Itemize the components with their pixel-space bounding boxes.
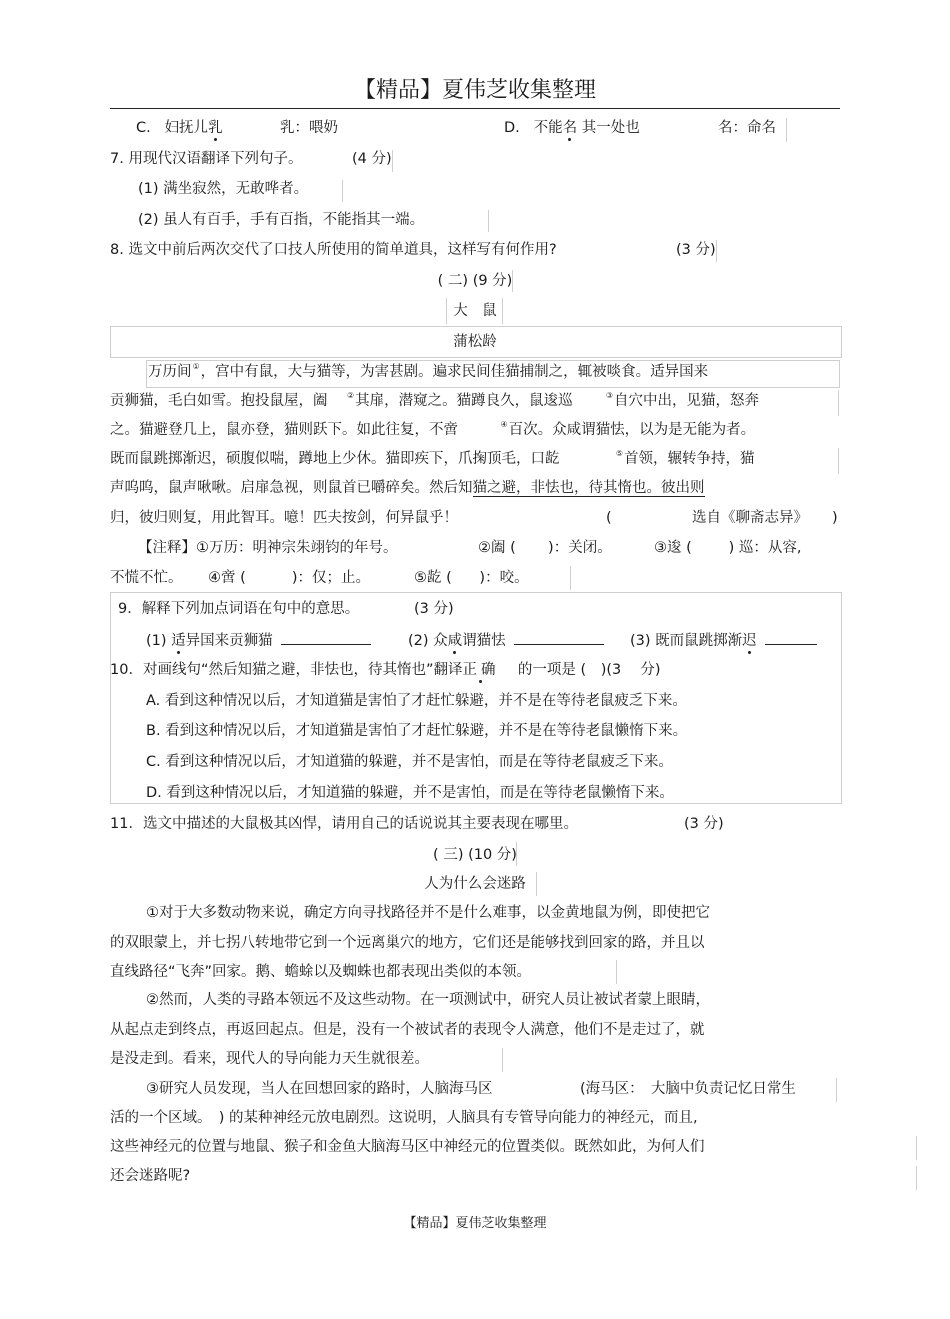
q6-option-d: D. 不能名 其一处也 <box>504 120 640 136</box>
part2-title: 大 鼠 <box>453 303 497 319</box>
dotted-char: 乳 <box>208 120 223 136</box>
header-rule <box>110 108 840 109</box>
q7-sentence-2: (2) 虽人有百手，手有百指，不能指其一端。 <box>138 212 425 228</box>
passage-line-3: 之。猫避登几上，鼠亦登，猫则跃下。如此往复，不啻 ④百次。众咸谓猫怯，以为是无能为者。 <box>110 420 756 438</box>
q6-option-d-gloss: 名：命名 <box>718 120 776 136</box>
q6-option-c: C. 妇抚儿乳 <box>136 120 223 136</box>
field-divider <box>786 118 787 142</box>
q11-stem: 11．选文中描述的大鼠极其凶悍，请用自己的话说说其主要表现在哪里。 <box>110 816 578 832</box>
part3-p3-line-2: 活的一个区域。 ) 的某种神经元放电剧烈。这说明，人脑具有专管导向能力的神经元，而且, <box>110 1110 698 1126</box>
source-open: ( <box>606 510 612 526</box>
passage-line-1: 万历间①，宫中有鼠，大与猫等，为害甚剧。遍求民间佳猫捕制之，辄被啖食。适异国来 <box>148 362 709 380</box>
q9-score: (3 分) <box>414 601 454 617</box>
q9-stem: 9．解释下列加点词语在句中的意思。 <box>118 601 360 617</box>
note-3: ③逡 ( ) 巡：从容, <box>654 540 802 556</box>
field-divider <box>716 240 717 262</box>
part3-label: ( 三) (10 分) <box>433 847 517 863</box>
answer-blank[interactable] <box>281 630 371 645</box>
field-divider <box>916 1166 917 1190</box>
part3-p2-line-3: 是没走到。看来，现代人的导向能力天生就很差。 <box>110 1051 429 1067</box>
part3-title: 人为什么会迷路 <box>424 876 526 892</box>
q8-score: (3 分) <box>676 242 716 258</box>
answer-blank[interactable] <box>514 630 604 645</box>
q6-option-c-gloss: 乳：喂奶 <box>280 120 338 136</box>
q7-sentence-1: (1) 满坐寂然，无敢哗者。 <box>138 181 309 197</box>
q10-option-d: D. 看到这种情况以后，才知道猫的躲避，并不是害怕，而是在等待老鼠懒惰下来。 <box>146 785 674 801</box>
q8-stem: 8. 选文中前后两次交代了口技人所使用的简单道具，这样写有何作用? <box>110 242 557 258</box>
field-divider <box>570 566 571 590</box>
part3-p3-line-4: 还会迷路呢? <box>110 1168 191 1184</box>
dotted-char: 迟 <box>742 633 757 649</box>
field-divider <box>502 1048 503 1072</box>
part3-p3-line-1a: ③研究人员发现，当人在回想回家的路时，人脑海马区 <box>146 1081 493 1097</box>
part3-p2-line-1: ②然而，人类的寻路本领远不及这些动物。在一项测试中，研究人员让被试者蒙上眼睛， <box>146 992 710 1008</box>
part3-p2-line-2: 从起点走到终点，再返回起点。但是，没有一个被试者的表现令人满意，他们不是走过了，就 <box>110 1022 705 1038</box>
q10-option-b: B. 看到这种情况以后，才知道猫是害怕了才赶忙躲避，并不是在等待老鼠懒惰下来。 <box>146 723 688 739</box>
passage-line-4: 既而鼠跳掷渐迟，硕腹似喘，蹲地上少休。猫即疾下，爪掬顶毛，口龁 ⑤首领，辗转争持，猫 <box>110 449 755 467</box>
field-divider <box>616 960 617 984</box>
part3-p3-line-1b: (海马区： 大脑中负责记忆日常生 <box>580 1081 796 1097</box>
q9-item-3: (3) 既而鼠跳掷渐迟 <box>630 630 817 651</box>
field-divider <box>838 390 839 416</box>
passage-source: 选自《聊斋志异》 <box>692 510 808 526</box>
part3-p1-line-1: ①对于大多数动物来说，确定方向寻找路径并不是什么难事，以金黄地鼠为例，即使把它 <box>146 905 710 921</box>
part3-p3-line-3: 这些神经元的位置与地鼠、猴子和金鱼大脑海马区中神经元的位置类似。既然如此，为何人们 <box>110 1139 705 1155</box>
dotted-char: 适 <box>171 633 186 649</box>
q10-option-a: A. 看到这种情况以后，才知道猫是害怕了才赶忙躲避，并不是在等待老鼠疲乏下来。 <box>146 693 687 709</box>
dotted-char: 咸 <box>447 633 463 649</box>
note-3-cont: 不慌不忙。 <box>110 570 183 586</box>
field-divider <box>488 210 489 232</box>
field-divider <box>836 1078 837 1102</box>
dotted-char: 正确 <box>462 662 500 678</box>
passage-line-2: 贡狮猫，毛白如雪。抱投鼠屋，阖 ②其扉，潜窥之。猫蹲良久，鼠逡巡 ③自穴中出，见猫，怒奔 <box>110 391 760 409</box>
part2-label: ( 二) (9 分) <box>437 273 513 289</box>
q9-item-2: (2) 众咸谓猫怯 <box>408 630 604 651</box>
underlined-sentence: 猫之避，非怯也，待其惰也。彼出则 <box>472 480 705 496</box>
answer-blank[interactable] <box>765 630 817 645</box>
part3-p1-line-3: 直线路径“飞奔”回家。鹅、蟾蜍以及蜘蛛也都表现出类似的本领。 <box>110 964 532 980</box>
source-close: ) <box>832 510 838 526</box>
q7-score: (4 分) <box>352 151 392 167</box>
note-1: 【注释】①万历：明神宗朱翊钧的年号。 <box>138 540 398 556</box>
note-4: ④啻 ( )：仅；止。 <box>208 570 371 586</box>
page-footer: 【精品】夏伟芝收集整理 <box>403 1216 547 1231</box>
q10-stem: 10．对画线句“然后知猫之避，非怯也，待其惰也”翻译正确 的一项是 ( )(3 分) <box>110 662 661 678</box>
note-2: ②阖 ( )：关闭。 <box>478 540 612 556</box>
q9-item-1: (1) 适异国来贡狮猫 <box>146 630 371 651</box>
q10-option-c: C. 看到这种情况以后，才知道猫的躲避，并不是害怕，而是在等待老鼠疲乏下来。 <box>146 754 673 770</box>
q11-score: (3 分) <box>684 816 724 832</box>
q7-stem: 7. 用现代汉语翻译下列句子。 <box>110 151 303 167</box>
part3-p1-line-2: 的双眼蒙上，并七拐八转地带它到一个远离巢穴的地方，它们还是能够找到回家的路，并且以 <box>110 935 705 951</box>
field-divider <box>342 180 343 202</box>
field-divider <box>838 448 839 474</box>
passage-line-6: 归，彼归则复，用此智耳。噫！匹夫按剑，何异鼠乎！ <box>110 510 458 526</box>
field-divider <box>916 1136 917 1160</box>
dotted-char: 名 <box>562 120 578 136</box>
note-5: ⑤龁 ( )：咬。 <box>414 570 529 586</box>
passage-line-5: 声呜呜，鼠声啾啾。启扉急视，则鼠首已嚼碎矣。然后知猫之避，非怯也，待其惰也。彼出则 <box>110 480 705 496</box>
part2-author: 蒲松龄 <box>453 334 497 350</box>
field-divider <box>392 150 393 172</box>
page-header: 【精品】夏伟芝收集整理 <box>353 78 596 103</box>
